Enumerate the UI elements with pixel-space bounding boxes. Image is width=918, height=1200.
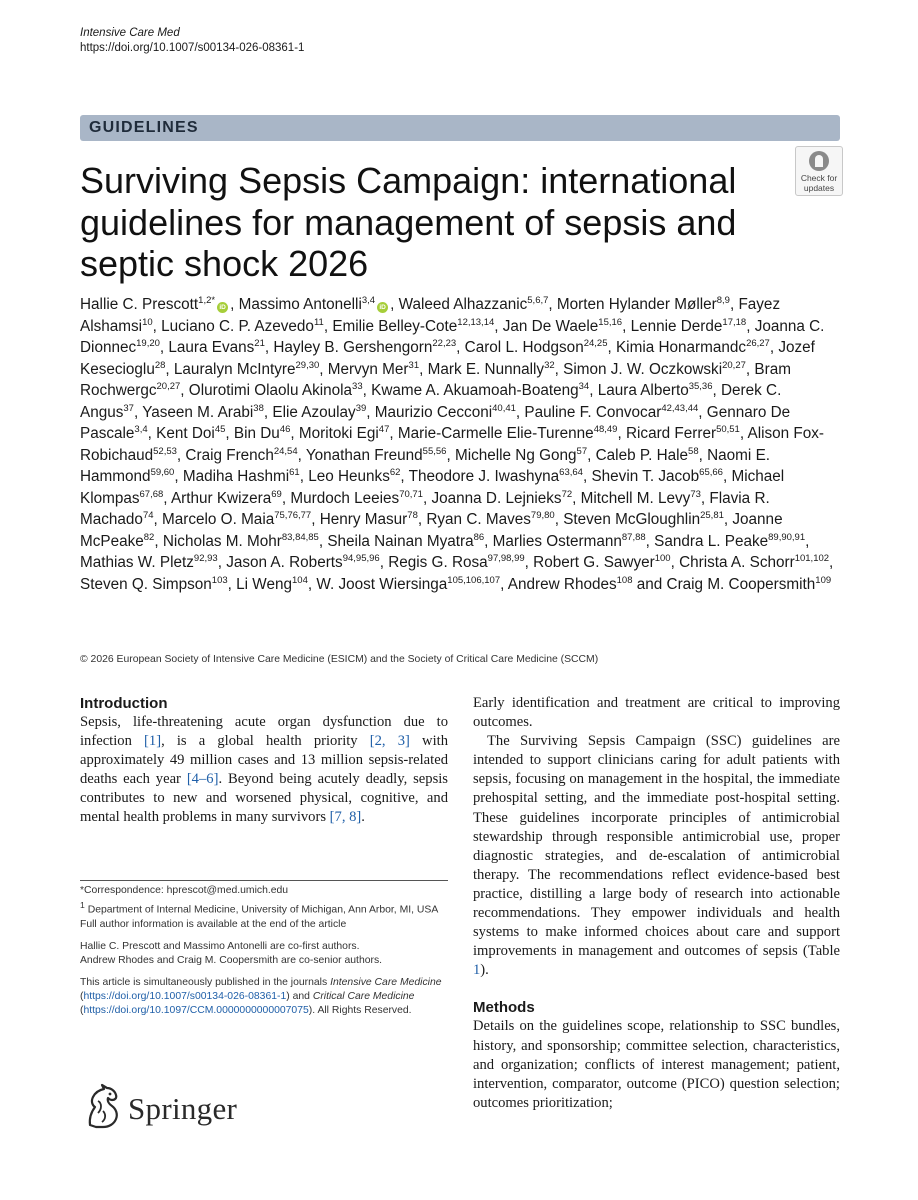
citation-link[interactable]: [4–6]	[186, 771, 219, 788]
introduction-paragraph	[80, 713, 448, 828]
publisher-logo	[80, 1083, 260, 1133]
author-affiliation-sup: 97,98,99	[487, 553, 525, 564]
author-affiliation-sup: 10	[142, 316, 153, 328]
author-name: Sandra L. Peake$^{89,90,91}$	[654, 531, 806, 550]
author-name: Morten Hylander Møller$^{8,9}$	[556, 295, 730, 313]
author-name: Steven Q. Simpson$^{103}$	[80, 574, 228, 593]
author-affiliation-sup: 28	[154, 359, 166, 371]
co-first-note: Hallie C. Prescott and Massimo Antonelli are co-first authors.	[80, 940, 360, 952]
journal-title: Critical Care Medicine	[312, 990, 415, 1002]
author-name: Jason A. Roberts$^{94,95,96}$	[226, 553, 380, 571]
author-affiliation-sup: 12,13,14	[457, 316, 495, 328]
author-name: Luciano C. P. Azevedo$^{11}$	[161, 316, 324, 335]
author-affiliation-sup: 58	[688, 445, 699, 457]
author-name: Laura Alberto$^{35,36}$	[597, 381, 713, 399]
author-affiliation-sup: 73	[690, 488, 701, 500]
author-affiliation-sup: 8,9	[716, 295, 730, 306]
text-run: ). All Rights Reserved.	[308, 1005, 412, 1017]
author-name: Jozef Kesecioglu$^{28}$	[80, 339, 815, 378]
author-name: Kwame A. Akuamoah-Boateng$^{34}$	[371, 381, 590, 399]
author-name: Mark E. Nunnally$^{32}$	[427, 359, 555, 378]
right-column	[473, 694, 840, 1113]
author-affiliation-sup: 87,88	[621, 531, 646, 543]
orcid-icon[interactable]: iD	[217, 302, 228, 313]
author-affiliation-sup: 38	[253, 402, 264, 414]
author-affiliation-sup: 1,2*	[198, 295, 216, 306]
author-name: Olurotimi Olaolu Akinola$^{33}$	[188, 381, 363, 399]
author-name: Bin Du$^{46}$	[233, 424, 291, 442]
author-name: Derek C. Angus$^{37}$	[80, 382, 782, 421]
author-affiliation-sup: 42,43,44	[661, 402, 699, 414]
journal-name: Intensive Care Med	[80, 27, 180, 39]
author-affiliation-sup: 22,23	[432, 338, 457, 349]
simultaneous-publication-note	[80, 976, 448, 1019]
author-name: Emilie Belley-Cote$^{12,13,14}$	[332, 316, 495, 335]
affiliation-note	[80, 898, 448, 918]
left-column	[80, 694, 448, 828]
author-affiliation-sup: 46	[279, 424, 291, 435]
author-name: Mitchell M. Levy$^{73}$	[580, 488, 701, 507]
author-name: Steven McGloughlin$^{25,81}$	[563, 510, 724, 528]
author-name: Alison Fox-Robichaud$^{52,53}$	[80, 425, 825, 464]
author-affiliation-sup: 75,76,77	[274, 510, 312, 521]
text-run: Sepsis, life-threatening acute organ dysfunction due to infection	[80, 714, 448, 750]
methods-heading: Methods	[473, 999, 535, 1017]
author-name: Arthur Kwizera$^{69}$	[170, 488, 282, 507]
author-affiliation-sup: 35,36	[688, 381, 713, 392]
check-updates-line2: updates	[803, 183, 835, 193]
author-affiliation-sup: 82	[143, 531, 155, 543]
doi-link[interactable]: https://doi.org/10.1007/s00134-026-08361-1	[83, 990, 287, 1002]
author-name: Andrew Rhodes$^{108}$	[507, 574, 633, 593]
author-name: Pauline F. Convocar$^{42,43,44}$	[524, 402, 699, 421]
author-affiliation-sup: 57	[576, 445, 588, 457]
author-affiliation-sup: 33	[352, 381, 363, 392]
text-run: , is a global health priority	[161, 733, 370, 750]
author-name: Lennie Derde$^{17,18}$	[630, 316, 747, 335]
author-name: Mervyn Mer$^{31}$	[327, 359, 420, 378]
author-affiliation-sup: 59,60	[150, 467, 175, 478]
author-affiliation-sup: 86	[473, 531, 485, 543]
author-name: Kent Doi$^{45}$	[156, 424, 226, 442]
author-affiliation-sup: 70,71	[399, 488, 423, 500]
citation-link[interactable]: [2, 3]	[369, 733, 410, 750]
author-affiliation-sup: 89,90,91	[768, 531, 806, 543]
affiliation-text: Department of Internal Medicine, University of Michigan, Ann Arbor, MI, USA	[84, 904, 439, 916]
author-name: Massimo Antonelli$^{3,4}$iD	[239, 296, 391, 313]
author-name: Maurizio Cecconi$^{40,41}$	[374, 402, 516, 421]
author-name: Marcelo O. Maia$^{75,76,77}$	[162, 510, 312, 528]
author-name: Hayley B. Gershengorn$^{22,23}$	[273, 338, 457, 356]
author-name: W. Joost Wiersinga$^{105,106,107}$	[316, 574, 501, 593]
text-run: ) and	[286, 990, 313, 1002]
author-name: Michelle Ng Gong$^{57}$	[454, 445, 588, 464]
text-run: (	[80, 990, 84, 1002]
right-paragraph-1: Early identification and treatment are critical to improving outcomes.	[473, 695, 840, 731]
author-name: Li Weng$^{104}$	[236, 574, 308, 593]
author-affiliation-sup: 101,102	[794, 553, 830, 564]
author-affiliation-sup: 103	[211, 574, 228, 586]
author-affiliation-sup: 11	[313, 316, 324, 328]
author-affiliation-sup: 17,18	[722, 316, 747, 328]
author-affiliation-sup: 67,68	[139, 488, 164, 500]
author-affiliation-sup: 40,41	[492, 402, 516, 414]
methods-paragraph: Details on the guidelines scope, relationship to SSC bundles, history, and sponsorship; committee selection, characteristics, and organization; conflicts of interest management; patient, intervention, comparator, outcome (PICO) question selection; outcomes prioritization;	[473, 1018, 840, 1111]
doi-link[interactable]: https://doi.org/10.1097/CCM.0000000000007075	[83, 1005, 309, 1017]
author-name: Ryan C. Maves$^{79,80}$	[426, 510, 555, 528]
author-name: Shevin T. Jacob$^{65,66}$	[591, 467, 723, 485]
author-affiliation-sup: 92,93	[193, 553, 218, 564]
springer-horse-icon	[80, 1083, 124, 1131]
author-name: Hallie C. Prescott$^{1,2*}$iD	[80, 296, 230, 313]
running-header	[80, 26, 304, 56]
footnotes	[80, 880, 448, 1019]
author-affiliation-sup: 104	[292, 574, 308, 586]
author-affiliation-sup: 63,64	[559, 467, 583, 478]
author-name: Michael Klompas$^{67,68}$	[80, 468, 785, 507]
author-name: Moritoki Egi$^{47}$	[298, 424, 390, 442]
author-affiliation-sup: 32	[544, 359, 555, 371]
doi-link[interactable]: https://doi.org/10.1007/s00134-026-08361-1	[80, 42, 305, 54]
journal-title: Intensive Care Medicine	[330, 976, 442, 988]
author-name: Marlies Ostermann$^{87,88}$	[492, 531, 646, 550]
text-run: .	[361, 809, 365, 826]
author-affiliation-sup: 79,80	[530, 510, 555, 521]
author-name: Kimia Honarmandc$^{26,27}$	[615, 338, 770, 356]
author-name: Waleed Alhazzanic$^{5,6,7}$	[398, 295, 549, 313]
citation-link[interactable]: [1]	[144, 733, 162, 750]
affiliation-number: 1	[80, 900, 85, 911]
author-name: Robert G. Sawyer$^{100}$	[533, 553, 671, 571]
right-paragraph-2	[473, 732, 840, 980]
author-name: Marie-Carmelle Elie-Turenne$^{48,49}$	[397, 424, 618, 442]
author-affiliation-sup: 100	[654, 553, 671, 564]
author-list: Hallie C. Prescott$^{1,2*}$iD , Massimo Antonelli$^{3,4}$iD , Waleed Alhazzanic$^{5,6,7}$, Morten Hylander Møller$^{8,9}$, Fayez Alshamsi$^{10}$, Luciano C. P. Azevedo$^{11}$, Emilie Belley-Cote$^{12,13,14}$, Jan De Waele$^{15,16}$, Lennie Derde$^{17,18}$, Joanna C. Dionnec$^{19,20}$, Laura Evans$^{21}$, Hayley B. Gershengorn$^{22,23}$, Carol L. Hodgson$^{24,25}$, Kimia Honarmandc$^{26,27}$, Jozef Kesecioglu$^{28}$, Lauralyn McIntyre$^{29,30}$, Mervyn Mer$^{31}$, Mark E. Nunnally$^{32}$, Simon J. W. Oczkowski$^{20,27}$, Bram Rochwergc$^{20,27}$, Olurotimi Olaolu Akinola$^{33}$, Kwame A. Akuamoah-Boateng$^{34}$, Laura Alberto$^{35,36}$, Derek C. Angus$^{37}$, Yaseen M. Arabi$^{38}$, Elie Azoulay$^{39}$, Maurizio Cecconi$^{40,41}$, Pauline F. Convocar$^{42,43,44}$, Gennaro De Pascale$^{3,4}$, Kent Doi$^{45}$, Bin Du$^{46}$, Moritoki Egi$^{47}$, Marie-Carmelle Elie-Turenne$^{48,49}$, Ricard Ferrer$^{50,51}$, Alison Fox-Robichaud$^{52,53}$, Craig French$^{24,54}$, Yonathan Freund$^{55,56}$, Michelle Ng Gong$^{57}$, Caleb P. Hale$^{58}$, Naomi E. Hammond$^{59,60}$, Madiha Hashmi$^{61}$, Leo Heunks$^{62}$, Theodore J. Iwashyna$^{63,64}$, Shevin T. Jacob$^{65,66}$, Michael Klompas$^{67,68}$, Arthur Kwizera$^{69}$, Murdoch Leeies$^{70,71}$, Joanna D. Lejnieks$^{72}$, Mitchell M. Levy$^{73}$, Flavia R. Machado$^{74}$, Marcelo O. Maia$^{75,76,77}$, Henry Masur$^{78}$, Ryan C. Maves$^{79,80}$, Steven McGloughlin$^{25,81}$, Joanne McPeake$^{82}$, Nicholas M. Mohr$^{83,84,85}$, Sheila Nainan Myatra$^{86}$, Marlies Ostermann$^{87,88}$, Sandra L. Peake$^{89,90,91}$, Mathias W. Pletz$^{92,93}$, Jason A. Roberts$^{94,95,96}$, Regis G. Rosa$^{97,98,99}$, Robert G. Sawyer$^{100}$, Christa A. Schorr$^{101,102}$, Steven Q. Simpson$^{103}$, Li Weng$^{104}$, W. Joost Wiersinga$^{105,106,107}$, Andrew Rhodes$^{108}$ and Craig M. Coopersmith$^{109}$	[80, 295, 834, 593]
author-name: Craig M. Coopersmith$^{109}$	[666, 574, 832, 593]
author-name: Yaseen M. Arabi$^{38}$	[142, 402, 264, 421]
author-name: Elie Azoulay$^{39}$	[272, 402, 367, 421]
author-name: Craig French$^{24,54}$	[185, 445, 298, 464]
author-affiliation-sup: 3,4	[361, 295, 376, 306]
author-affiliation-sup: 72	[561, 488, 573, 500]
text-run: ).	[480, 962, 489, 979]
author-affiliation-sup: 105,106,107	[447, 574, 501, 586]
author-affiliation-sup: 50,51	[716, 424, 740, 435]
author-name: Simon J. W. Oczkowski$^{20,27}$	[563, 359, 746, 378]
author-name: Gennaro De Pascale$^{3,4}$	[80, 403, 791, 442]
author-affiliation-sup: 83,84,85	[281, 531, 319, 543]
author-affiliation-sup: 47	[378, 424, 390, 435]
article-title: Surviving Sepsis Campaign: international guidelines for management of sepsis and septic shock 2026	[80, 160, 737, 284]
author-affiliation-sup: 24,25	[583, 338, 608, 349]
correspondence-note: *Correspondence: hprescot@med.umich.edu	[80, 885, 289, 896]
text-run: . Beyond being acutely deadly, sepsis contributes to new and worsened physical, cognitive, and mental health problems in many survivors	[80, 771, 448, 826]
author-affiliation-sup: 69	[271, 488, 282, 500]
author-affiliation-sup: 94,95,96	[342, 553, 380, 564]
co-senior-note: Andrew Rhodes and Craig M. Coopersmith are co-senior authors.	[80, 955, 383, 967]
author-name: Fayez Alshamsi$^{10}$	[80, 296, 781, 335]
author-name: Joanna D. Lejnieks$^{72}$	[431, 488, 573, 507]
author-name: Joanna C. Dionnec$^{19,20}$	[80, 317, 825, 356]
author-affiliation-sup: 34	[578, 381, 590, 392]
author-name: Theodore J. Iwashyna$^{63,64}$	[408, 467, 583, 485]
text-run: with approximately 49 million cases and 13 million sepsis-related deaths each year	[80, 733, 448, 788]
author-affiliation-sup: 15,16	[598, 316, 623, 328]
copyright-line: © 2026 European Society of Intensive Care Medicine (ESICM) and the Society of Critical Care Medicine (SCCM)	[80, 654, 599, 665]
publisher-name: Springer	[128, 1091, 238, 1126]
author-affiliation-sup: 45	[214, 424, 226, 435]
author-affiliation-sup: 48,49	[593, 424, 618, 435]
author-affiliation-sup: 25,81	[700, 510, 724, 521]
article-type-banner	[80, 115, 840, 141]
author-affiliation-sup: 26,27	[746, 338, 770, 349]
orcid-icon[interactable]: iD	[377, 302, 388, 313]
author-name: Lauralyn McIntyre$^{29,30}$	[173, 359, 320, 378]
author-name: Madiha Hashmi$^{61}$	[182, 467, 300, 485]
author-name: Flavia R. Machado$^{74}$	[80, 489, 770, 528]
author-affiliation-sup: 108	[616, 574, 633, 586]
author-affiliation-sup: 78	[407, 510, 418, 521]
author-affiliation-sup: 29,30	[295, 359, 320, 371]
author-name: Carol L. Hodgson$^{24,25}$	[464, 338, 608, 356]
author-affiliation-sup: 52,53	[153, 445, 177, 457]
text-run: The Surviving Sepsis Campaign (SSC) guidelines are intended to support clinicians caring for adult patients with sepsis, focusing on management in the hospital, the immediate prehospital setting, and the immediate post-hospital setting. These guidelines incorporate principles of antimicrobial stewardship through responsible antimicrobial use, proper diagnostic strategies, and de-escalation of antimicrobial therapy. The recommendations reflect evidence-based best practice, distilling a large body of research into actionable recommendations. They empower individuals and health systems to make informed choices about care and support improvements in management and outcomes of sepsis (Table	[473, 733, 840, 960]
author-name: Regis G. Rosa$^{97,98,99}$	[388, 553, 525, 571]
citation-link[interactable]: 1	[473, 962, 481, 979]
author-affiliation-sup: 3,4	[134, 424, 148, 435]
check-updates-line1: Check for	[800, 173, 838, 183]
author-info-note: Full author information is available at the end of the article	[80, 919, 347, 931]
author-name: Naomi E. Hammond$^{59,60}$	[80, 446, 771, 485]
author-name: Laura Evans$^{21}$	[168, 338, 265, 356]
text-run: This article is simultaneously published in the journals	[80, 976, 331, 988]
author-name: Henry Masur$^{78}$	[319, 510, 418, 528]
author-affiliation-sup: 109	[815, 574, 832, 586]
text-run: (	[80, 1005, 84, 1017]
author-name: Yonathan Freund$^{55,56}$	[305, 445, 447, 464]
article-type-label: GUIDELINES	[89, 119, 199, 136]
author-name: Mathias W. Pletz$^{92,93}$	[80, 553, 218, 571]
author-affiliation-sup: 39	[355, 402, 367, 414]
introduction-heading: Introduction	[80, 695, 168, 712]
citation-link[interactable]: [7, 8]	[329, 809, 362, 826]
author-affiliation-sup: 74	[142, 510, 154, 521]
author-affiliation-sup: 62	[389, 467, 401, 478]
author-name: Nicholas M. Mohr$^{83,84,85}$	[162, 531, 319, 550]
author-affiliation-sup: 20,27	[722, 359, 746, 371]
author-affiliation-sup: 5,6,7	[527, 295, 549, 306]
author-name: Bram Rochwergc$^{20,27}$	[80, 360, 791, 399]
author-name: Caleb P. Hale$^{58}$	[595, 445, 699, 464]
author-affiliation-sup: 24,54	[273, 445, 298, 457]
author-affiliation-sup: 55,56	[422, 445, 447, 457]
author-name: Joanne McPeake$^{82}$	[80, 511, 783, 550]
author-affiliation-sup: 65,66	[699, 467, 723, 478]
author-name: Murdoch Leeies$^{70,71}$	[290, 488, 423, 507]
author-name: Leo Heunks$^{62}$	[308, 467, 401, 485]
author-affiliation-sup: 31	[408, 359, 420, 371]
author-affiliation-sup: 19,20	[136, 338, 160, 349]
author-name: Ricard Ferrer$^{50,51}$	[625, 424, 740, 442]
author-name: Sheila Nainan Myatra$^{86}$	[327, 531, 485, 550]
author-affiliation-sup: 61	[289, 467, 300, 478]
author-affiliation-sup: 20,27	[156, 381, 181, 392]
author-name: Christa A. Schorr$^{101,102}$	[679, 553, 830, 571]
author-affiliation-sup: 21	[254, 338, 265, 349]
author-affiliation-sup: 37	[123, 402, 134, 414]
author-name: Jan De Waele$^{15,16}$	[502, 316, 623, 335]
